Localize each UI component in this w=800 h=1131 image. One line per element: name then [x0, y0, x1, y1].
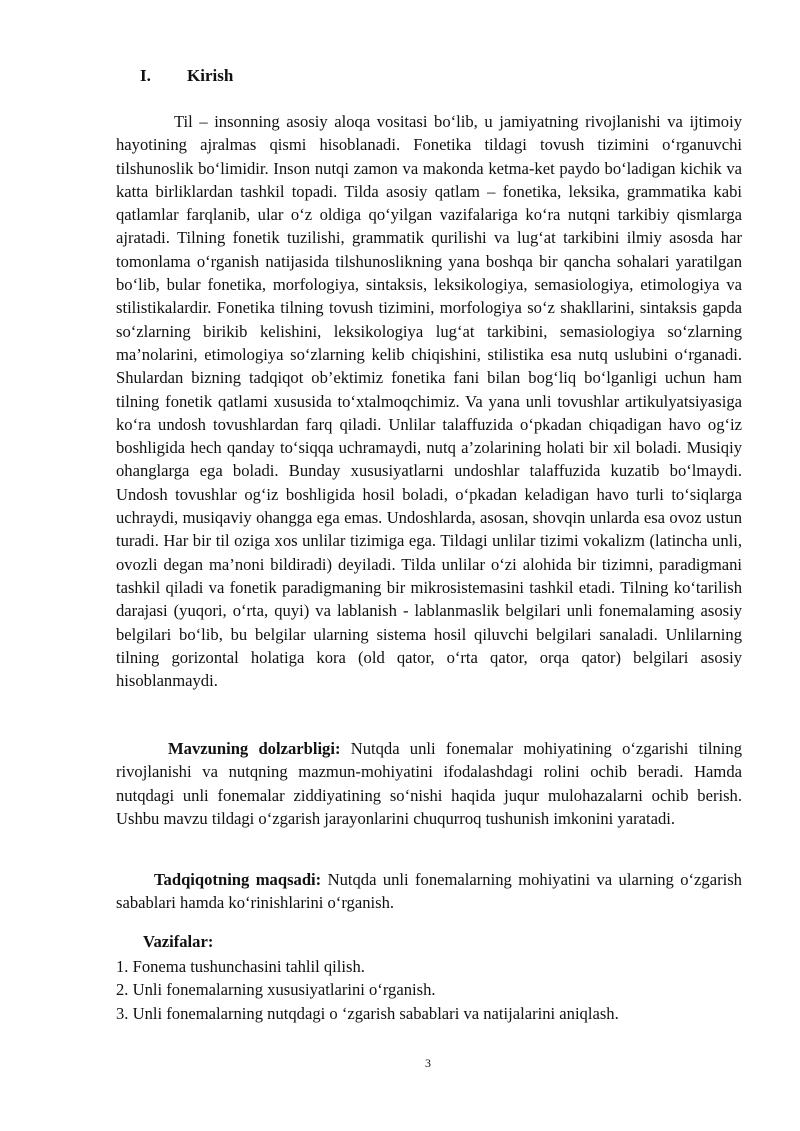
task-item: 1. Fonema tushunchasini tahlil qilish. [116, 957, 365, 976]
purpose-label: Tadqiqotning maqsadi: [154, 870, 322, 889]
intro-paragraph: Til – insonning asosiy aloqa vositasi bo‘lib, u jamiyatning rivojlanishi va ijtimoiy hayotining ajralmas qismi hisoblanadi. Fonetika tildagi tovush tizimini o‘rganuvchi tilshunoslik bo‘limidir. Inson nutqi zamon va makonda ketma-ket paydo bo‘ladigan kichik va katta birliklardan tashkil topadi. Tilda asosiy qatlam – fonetika, leksika, grammatika kabi qatlamlar farqlanib, ular o‘z oldiga qo‘yilgan vazifalariga ko‘ra nutqni tarkibiy qismlarga ajratadi. Tilning fonetik tuzilishi, grammatik qurilishi va lug‘at tarkibini ilmiy asosda har tomonlama o‘rganish natijasida tilshunoslikning yana boshqa bir qancha sohalari yaratilgan bo‘lib, bular fonetika, morfologiya, sintaksis, leksikologiya, semasiologiya, etimologiya va stilistikalardir. Fonetika tilning tovush tizimini, morfologiya so‘z shakllarini, sintaksis gapda so‘zlarning birikib kelishini, leksikologiya lug‘at tarkibini, semasiologiya so‘zlarning ma’nolarini, etimologiya so‘zlarning kelib chiqishini, stilistika esa nutq uslubini o‘rganadi. Shulardan bizning tadqiqot ob’ektimiz fonetika fani bilan bog‘liq bo‘lganligi uchun ham tilning fonetik qatlami xususida to‘xtalmoqchimiz. Va yana unli tovushlar artikulyatsiyasiga ko‘ra undosh tovushlardan farq qiladi. Unlilar talaffuzida o‘pkadan chiqadigan havo og‘iz boshligida hech qanday to‘siqqa uchramaydi, nutq a’zolarining holati bir xil boladi. Musiqiy ohanglarga ega boladi. Bunday xususiyatlarni undoshlar talaffuzida kuzatib bo‘lmaydi. Undosh tovushlar og‘iz boshligida hosil boladi, o‘pkadan keladigan havo turli to‘siqlarga uchraydi, musiqaviy ohangga ega emas. Undoshlarda, asosan, shovqin unlarda esa ovoz ustun turadi. Har bir til oziga xos unlilar tizimiga ega. Tildagi unlilar tizimi vokalizm (latincha unli, ovozli degan ma’noni bildiradi) deyiladi. Tilda unlilar o‘zi alohida bir tizimni, paradigmani tashkil qiladi va fonetik paradigmaning bir mikrosistemasini tashkil etadi. Tilning ko‘tarilish darajasi (yuqori, o‘rta, quyi) va lablanish - lablanmaslik belgilari unli fonemalaming asosiy belgilari bo‘lib, bu belgilar ularning sistema hosil qiluvchi belgilari sanaladi. Unlilarning tilning gorizontal holatiga kora (old qator, o‘rta qator, orqa qator) belgilari asosiy hisoblanmaydi. [116, 112, 742, 691]
section-title: Kirish [187, 66, 234, 85]
section-number: I. [140, 66, 151, 85]
task-item: 2. Unli fonemalarning xususiyatlarini o‘rganish. [116, 980, 436, 1000]
page-number: 3 [425, 1056, 431, 1070]
task-item: 3. Unli fonemalarning nutqdagi o ‘zgarish sabablari va natijalarini aniqlash. [116, 1003, 619, 1023]
relevance-paragraph [116, 737, 742, 830]
relevance-text: Nutqda unli fonemalar mohiyatining o‘zgarishi tilning rivojlanishi va nutqning mazmun-mohiyatini ifodalashdagi rolini ochib beradi. Hamda nutqdagi unli fonemalar ziddiyatining so‘nishi haqida juqur mulohazalarni ochib berish. Ushbu mavzu tildagi o‘zgarish jarayonlarini chuqurroq tushunish imkonini yaratadi. [116, 739, 742, 828]
relevance-label: Mavzuning dolzarbligi: [168, 739, 341, 758]
tasks-title: Vazifalar: [143, 932, 214, 951]
purpose-text: Nutqda unli fonemalarning mohiyatini va ularning o‘zgarish sabablari hamda ko‘rinishlarini o‘rganish. [116, 870, 742, 913]
section-heading [140, 66, 233, 86]
purpose-paragraph [116, 868, 742, 915]
tasks-list [116, 955, 619, 1025]
